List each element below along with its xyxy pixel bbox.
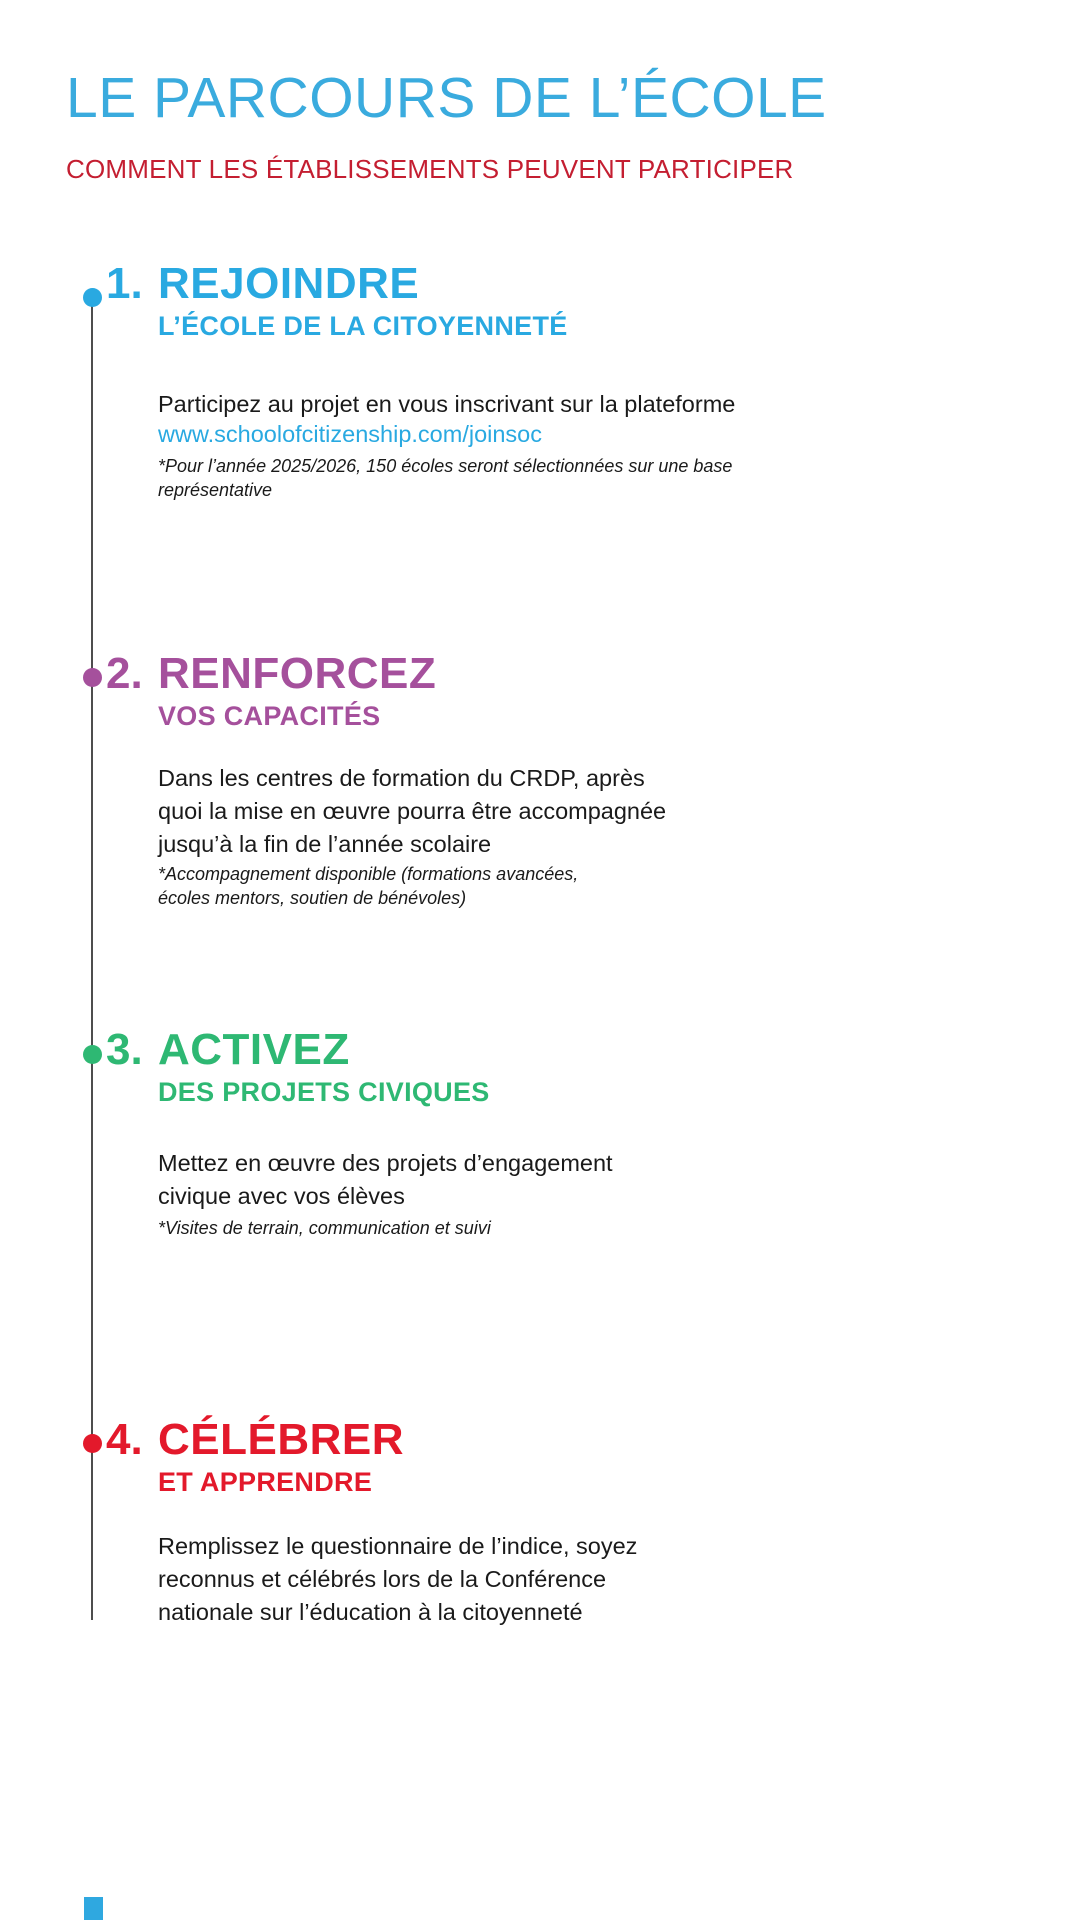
step-title: CÉLÉBRER	[158, 1415, 405, 1464]
timeline-dot	[83, 288, 102, 307]
step-number: 1.	[106, 259, 143, 308]
step-title: RENFORCEZ	[158, 649, 437, 698]
description-line: nationale sur l’éducation à la citoyenneté	[158, 1599, 583, 1625]
step-title: REJOINDRE	[158, 259, 420, 308]
step-3	[106, 1025, 966, 1240]
timeline-dot	[83, 1434, 102, 1453]
step-subtitle: DES PROJETS CIVIQUES	[158, 1077, 490, 1107]
footnote-line: *Accompagnement disponible (formations avancées,	[158, 864, 579, 884]
description-line: Mettez en œuvre des projets d’engagement	[158, 1150, 613, 1176]
page-title: LE PARCOURS DE L’ÉCOLE	[66, 66, 827, 130]
footnote-line: *Pour l’année 2025/2026, 150 écoles seront sélectionnées sur une base	[158, 456, 733, 476]
description-line: jusqu’à la fin de l’année scolaire	[158, 831, 492, 857]
step-description	[158, 1147, 966, 1213]
footnote	[158, 454, 966, 502]
description-line: civique avec vos élèves	[158, 1183, 405, 1209]
timeline-dot	[83, 668, 102, 687]
step-subtitle: ET APPRENDRE	[158, 1467, 373, 1497]
step-1	[106, 259, 966, 502]
description-line: quoi la mise en œuvre pourra être accompagnée	[158, 798, 667, 824]
step-number: 3.	[106, 1025, 143, 1074]
step-number: 2.	[106, 649, 143, 698]
timeline-dot	[83, 1045, 102, 1064]
step-description	[158, 762, 966, 861]
description-line: reconnus et célébrés lors de la Conférence	[158, 1566, 607, 1592]
description-line: Remplissez le questionnaire de l’indice, soyez	[158, 1533, 638, 1559]
footnote	[158, 1216, 966, 1240]
description-line: Participez au projet en vous inscrivant sur la plateforme	[158, 391, 736, 417]
step-description	[158, 1530, 966, 1629]
timeline-line	[91, 297, 93, 1620]
footnote-line: représentative	[158, 480, 273, 500]
registration-link[interactable]: www.schoolofcitizenship.com/joinsoc	[158, 421, 542, 447]
step-2	[106, 649, 966, 910]
step-title: ACTIVEZ	[158, 1025, 350, 1074]
description-line: Dans les centres de formation du CRDP, après	[158, 765, 645, 791]
step-subtitle: L’ÉCOLE DE LA CITOYENNETÉ	[158, 311, 568, 341]
page-decoration	[84, 1897, 103, 1920]
footnote	[158, 862, 966, 910]
step-4	[106, 1415, 966, 1629]
page-subtitle: COMMENT LES ÉTABLISSEMENTS PEUVENT PARTICIPER	[66, 154, 794, 184]
footnote-line: écoles mentors, soutien de bénévoles)	[158, 888, 467, 908]
footnote-line: *Visites de terrain, communication et suivi	[158, 1218, 491, 1238]
step-subtitle: VOS CAPACITÉS	[158, 701, 381, 731]
step-description	[158, 388, 966, 448]
step-number: 4.	[106, 1415, 143, 1464]
